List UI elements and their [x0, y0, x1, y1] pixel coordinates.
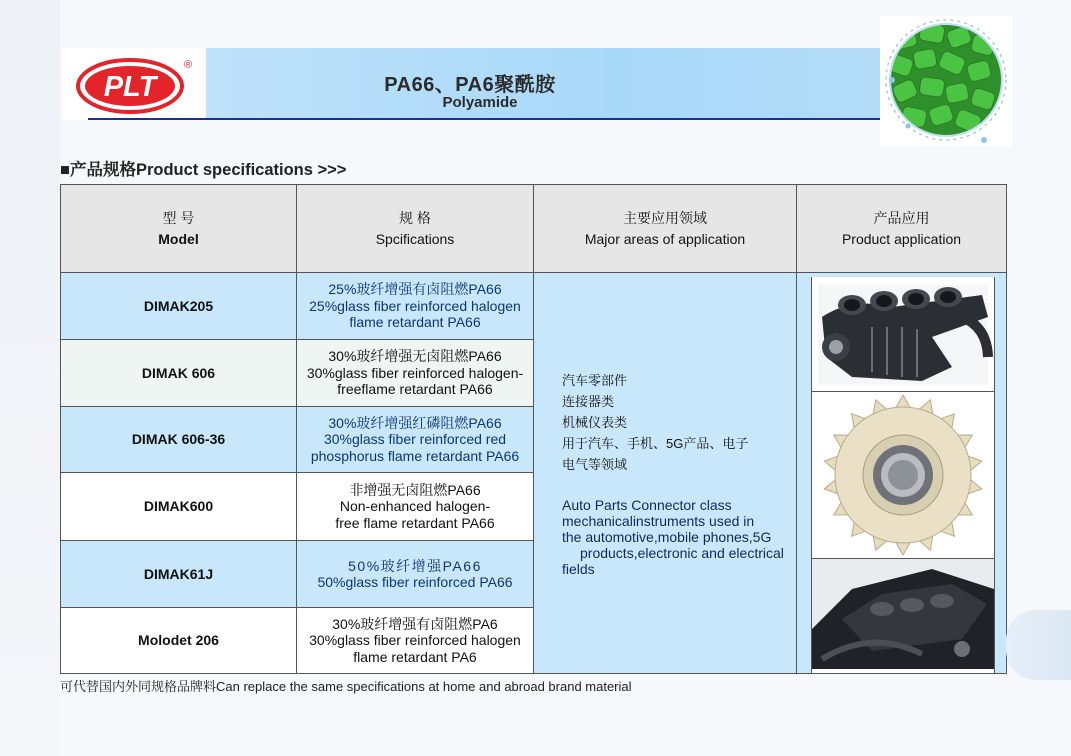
spec-line: flame retardant PA66	[349, 314, 481, 331]
application-en-line: Auto Parts Connector class	[562, 496, 732, 513]
spec-cell	[297, 340, 534, 407]
spec-table	[60, 184, 1007, 674]
spec-cell	[297, 541, 534, 608]
page-title: PA66、PA6聚酰胺	[384, 74, 556, 96]
application-zh	[536, 370, 794, 475]
footnote: 可代替国内外同规格品牌料Can replace the same specifications at home and abroad brand material	[60, 679, 632, 694]
application-en-line: the automotive,mobile phones,5G	[562, 528, 772, 545]
corner-decoration	[1006, 610, 1071, 680]
model-cell: DIMAK 606	[61, 340, 297, 407]
model-cell: Molodet 206	[61, 608, 297, 674]
table-header-row	[61, 185, 1007, 273]
header-app-en: Major areas of application	[584, 230, 746, 247]
section-title: ■产品规格Product specifications >>>	[60, 161, 347, 179]
header-application-areas	[534, 185, 797, 273]
table-row	[61, 273, 1007, 340]
spec-line: 25%玻纤增强有卤阻燃PA66	[328, 281, 502, 298]
spec-line: flame retardant PA6	[353, 648, 477, 665]
application-en-line: products,electronic and electrical	[580, 544, 784, 561]
product-images-cell	[797, 273, 1007, 674]
page-edge-decoration	[0, 0, 60, 756]
spec-line: 30%glass fiber reinforced halogen-	[306, 364, 524, 381]
pellet-image	[880, 16, 1012, 146]
header-prod-zh: 产品应用	[873, 210, 930, 226]
model-cell: DIMAK61J	[61, 541, 297, 608]
spec-cell	[297, 608, 534, 674]
header-prod-en: Product application	[841, 230, 962, 247]
spec-line: 30%玻纤增强红磷阻燃PA66	[328, 414, 502, 431]
spec-line: freeflame retardant PA66	[337, 381, 493, 398]
application-zh-line: 汽车零部件	[562, 372, 628, 388]
spec-line: 25%glass fiber reinforced halogen	[309, 297, 521, 314]
application-en-line: mechanicalinstruments used in	[562, 512, 755, 529]
model-cell: DIMAK205	[61, 273, 297, 340]
product-images	[811, 277, 995, 673]
application-zh-line: 电气等领域	[562, 456, 628, 472]
spec-line: 30%玻纤增强无卤阻燃PA66	[328, 348, 502, 365]
header-spec-en: Spcifications	[375, 230, 455, 247]
header-spec	[297, 185, 534, 273]
application-en-line: fields	[562, 560, 595, 577]
header-app-zh: 主要应用领域	[623, 210, 707, 226]
spec-line: 30%glass fiber reinforced red	[323, 431, 507, 448]
spec-line: 非增强无卤阻燃PA66	[349, 481, 481, 498]
spec-line: free flame retardant PA66	[335, 514, 495, 531]
gear-image	[812, 392, 994, 558]
model-cell: DIMAK 606-36	[61, 407, 297, 473]
registered-mark: ®	[183, 59, 193, 71]
application-zh-line: 连接器类	[562, 393, 615, 409]
intake-manifold-image	[812, 277, 994, 391]
header-model-en: Model	[158, 230, 199, 247]
spec-line: 50%玻纤增强PA66	[348, 557, 482, 574]
header-underline	[88, 118, 888, 120]
application-zh-line: 机械仪表类	[562, 414, 628, 430]
spec-cell	[297, 407, 534, 473]
model-cell: DIMAK600	[61, 473, 297, 541]
spec-line: 50%glass fiber reinforced PA66	[317, 574, 513, 590]
header-product-application	[797, 185, 1007, 273]
application-areas-cell	[534, 273, 797, 674]
spec-line: Non-enhanced halogen-	[339, 498, 491, 515]
spec-line: phosphorus flame retardant PA66	[310, 447, 520, 464]
logo-text: PLT	[103, 71, 157, 103]
header-model	[61, 185, 297, 273]
application-en	[536, 497, 794, 577]
spec-line: 30%玻纤增强有卤阻燃PA6	[332, 615, 498, 632]
page-subtitle: Polyamide	[442, 94, 518, 111]
spec-cell	[297, 473, 534, 541]
application-zh-line: 用于汽车、手机、5G产品、电子	[562, 435, 749, 451]
spec-cell	[297, 273, 534, 340]
engine-manifold-image	[812, 559, 994, 669]
header-model-zh: 型 号	[162, 210, 195, 226]
spec-line: 30%glass fiber reinforced halogen	[309, 632, 521, 649]
plt-logo	[74, 54, 196, 116]
header-spec-zh: 规 格	[399, 210, 431, 226]
